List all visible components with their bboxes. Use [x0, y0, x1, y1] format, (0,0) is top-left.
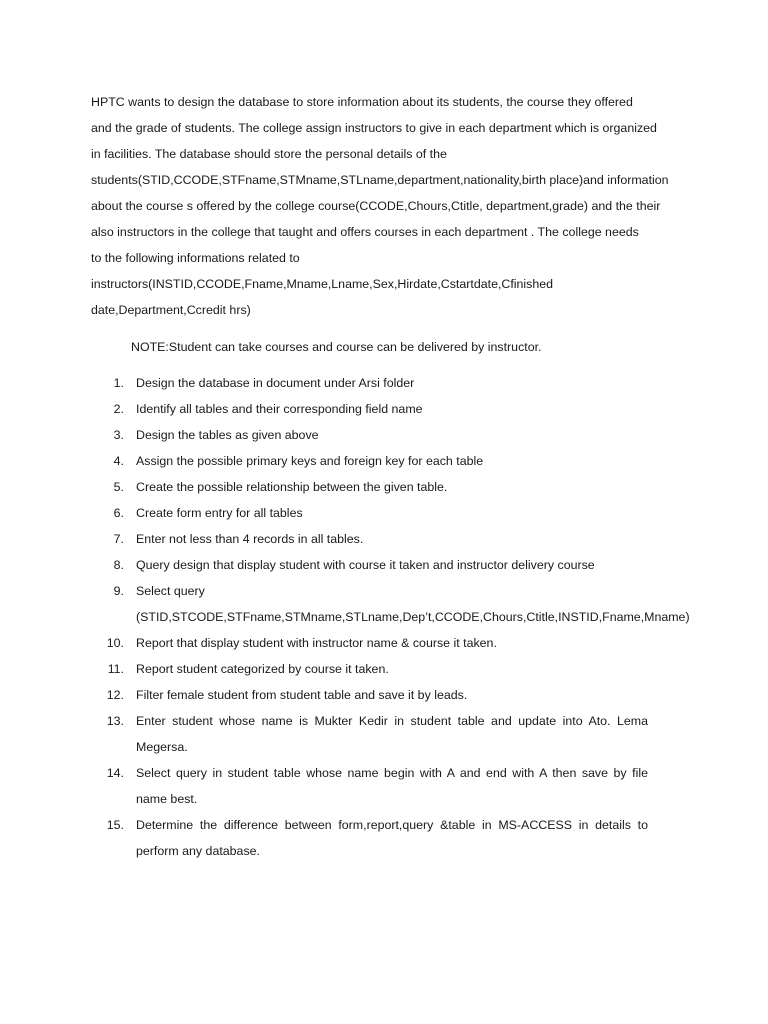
- intro-line: in facilities. The database should store the personal details of the: [91, 147, 447, 161]
- task-number: 7.: [113, 532, 124, 546]
- task-item: [0, 633, 768, 659]
- intro-line: to the following informations related to: [91, 251, 300, 265]
- task-text-continued: perform any database.: [136, 844, 260, 858]
- intro-line: also instructors in the college that taught and offers courses in each department . The college needs: [91, 225, 639, 239]
- task-text: Design the database in document under Arsi folder: [136, 376, 415, 390]
- task-number: 4.: [113, 454, 124, 468]
- task-text: Filter female student from student table and save it by leads.: [136, 688, 468, 702]
- task-text: Determine the difference between form,report,query &table in MS-ACCESS in details to: [136, 818, 648, 832]
- task-number: 11.: [107, 662, 124, 676]
- intro-line: HPTC wants to design the database to store information about its students, the course they offered: [91, 95, 633, 109]
- task-list: [0, 373, 768, 867]
- task-text: Create form entry for all tables: [136, 506, 303, 520]
- intro-line: about the course s offered by the college course(CCODE,Chours,Ctitle, department,grade) and the their: [91, 199, 661, 213]
- task-item: [0, 815, 768, 867]
- intro-line: and the grade of students. The college assign instructors to give in each department which is organized: [91, 121, 657, 135]
- task-item: [0, 581, 768, 633]
- task-item: [0, 503, 768, 529]
- task-text: Report that display student with instructor name & course it taken.: [136, 636, 497, 650]
- task-number: 15.: [106, 818, 124, 832]
- task-number: 6.: [113, 506, 124, 520]
- task-item: [0, 425, 768, 451]
- task-number: 14.: [106, 766, 124, 780]
- task-number: 1.: [113, 376, 124, 390]
- task-text: Select query: [136, 584, 205, 598]
- task-text: Select query in student table whose name begin with A and end with A then save by file: [136, 766, 648, 780]
- task-number: 12.: [106, 688, 124, 702]
- intro-line: instructors(INSTID,CCODE,Fname,Mname,Lname,Sex,Hirdate,Cstartdate,Cfinished: [91, 277, 554, 291]
- intro-line: students(STID,CCODE,STFname,STMname,STLname,department,nationality,birth place)and information: [91, 173, 669, 187]
- task-number: 10.: [106, 636, 124, 650]
- task-number: 3.: [113, 428, 124, 442]
- task-number: 5.: [113, 480, 124, 494]
- task-item: [0, 711, 768, 763]
- task-text: Report student categorized by course it taken.: [136, 662, 389, 676]
- intro-line: date,Department,Ccredit hrs): [91, 303, 251, 317]
- task-item: [0, 685, 768, 711]
- task-text: Query design that display student with course it taken and instructor delivery course: [136, 558, 595, 572]
- task-item: [0, 399, 768, 425]
- task-text-continued: name best.: [136, 792, 198, 806]
- task-text: Identify all tables and their corresponding field name: [136, 402, 423, 416]
- task-item: [0, 373, 768, 399]
- task-text: Design the tables as given above: [136, 428, 319, 442]
- task-text: Assign the possible primary keys and foreign key for each table: [136, 454, 484, 468]
- note-text: NOTE:Student can take courses and course can be delivered by instructor.: [131, 340, 542, 354]
- task-text-continued: Megersa.: [136, 740, 188, 754]
- task-item: [0, 555, 768, 581]
- task-item: [0, 659, 768, 685]
- task-text: Create the possible relationship between the given table.: [136, 480, 448, 494]
- task-number: 8.: [113, 558, 124, 572]
- task-number: 13.: [106, 714, 124, 728]
- task-item: [0, 451, 768, 477]
- intro-paragraph: [91, 92, 691, 326]
- task-item: [0, 477, 768, 503]
- task-text: Enter student whose name is Mukter Kedir in student table and update into Ato. Lema: [136, 714, 648, 728]
- task-text-continued: (STID,STCODE,STFname,STMname,STLname,Dep’t,CCODE,Chours,Ctitle,INSTID,Fname,Mname): [136, 610, 690, 624]
- task-number: 9.: [113, 584, 124, 598]
- task-text: Enter not less than 4 records in all tables.: [136, 532, 364, 546]
- task-item: [0, 763, 768, 815]
- task-number: 2.: [113, 402, 124, 416]
- task-item: [0, 529, 768, 555]
